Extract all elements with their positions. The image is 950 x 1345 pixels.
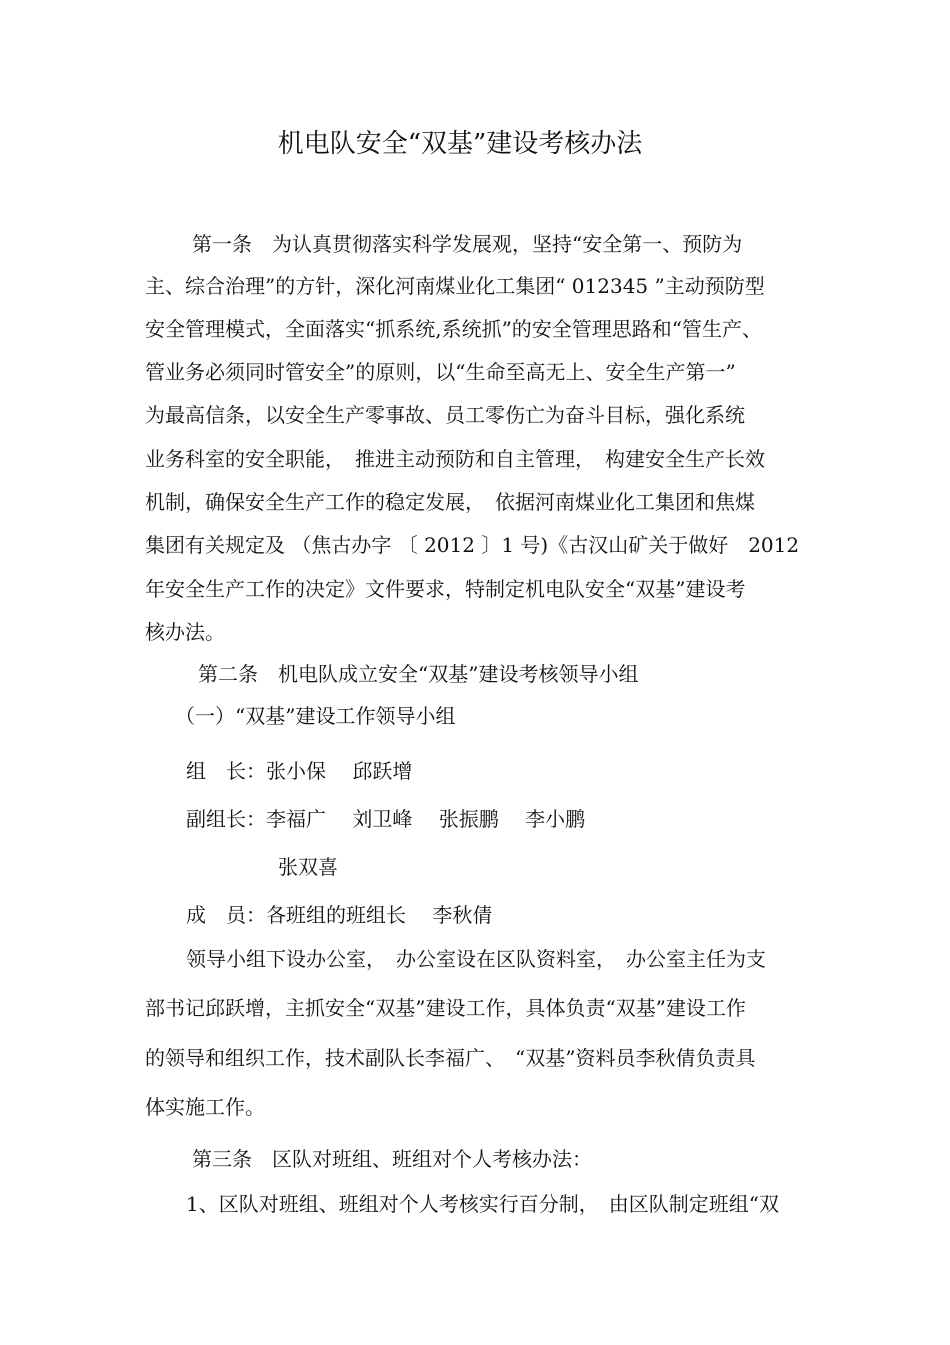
paragraph-line: 部书记邱跃增，主抓安全“双基”建设工作，具体负责“双基”建设工作 [145,996,746,1020]
paragraph-line: 第一条 为认真贯彻落实科学发展观，坚持“安全第一、预防为 [192,232,743,256]
paragraph-line: 为最高信条，以安全生产零事故、员工零伤亡为奋斗目标，强化系统 [145,403,745,427]
member-line: 成 员：各班组的班组长 李秋倩 [186,903,493,927]
paragraph-line: 业务科室的安全职能， 推进主动预防和自主管理， 构建安全生产长效 [145,447,765,471]
paragraph-line: 集团有关规定及 （焦古办字 〔 2012 〕1 号)《古汉山矿关于做好 2012 [145,533,800,557]
paragraph-line: 年安全生产工作的决定》文件要求，特制定机电队安全“双基”建设考 [145,577,746,601]
article-heading: 第二条 机电队成立安全“双基”建设考核领导小组 [198,662,639,686]
paragraph-line: 体实施工作。 [145,1095,265,1119]
article-heading: 第三条 区队对班组、班组对个人考核办法： [192,1147,592,1171]
paragraph-line: 管业务必须同时管安全”的原则，以“生命至高无上、安全生产第一” [145,360,736,384]
section-heading: （一）“双基”建设工作领导小组 [175,704,456,728]
paragraph-line: 安全管理模式，全面落实“抓系统,系统抓”的安全管理思路和“管生产、 [145,317,763,341]
paragraph-line: 核办法。 [145,620,225,644]
member-line: 张双喜 [278,855,338,879]
paragraph-line: 1、区队对班组、班组对个人考核实行百分制， 由区队制定班组“双 [186,1192,779,1216]
paragraph-line: 机制，确保安全生产工作的稳定发展， 依据河南煤业化工集团和焦煤 [145,490,755,514]
document-title: 机电队安全“双基”建设考核办法 [277,129,643,159]
paragraph-line: 的领导和组织工作，技术副队长李福广、 “双基”资料员李秋倩负责具 [145,1046,756,1070]
member-line: 组 长：张小保 邱跃增 [186,759,413,783]
paragraph-line: 领导小组下设办公室， 办公室设在区队资料室， 办公室主任为支 [186,947,766,971]
member-line: 副组长：李福广 刘卫峰 张振鹏 李小鹏 [186,807,586,831]
paragraph-line: 主、综合治理”的方针，深化河南煤业化工集团“ 012345 ”主动预防型 [145,274,765,298]
